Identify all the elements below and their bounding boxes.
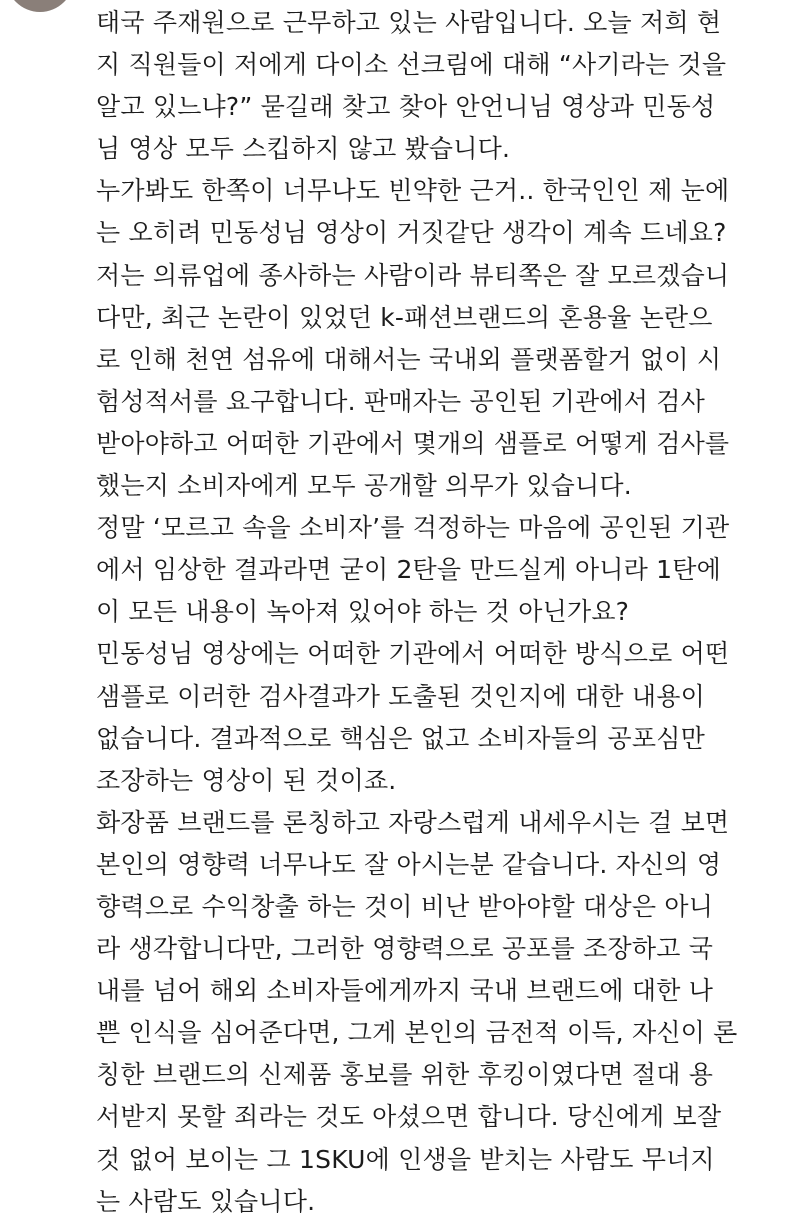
comment-line: 서받지 못할 죄라는 것도 아셨으면 합니다. 당신에게 보잘 [96,1102,722,1132]
comment-line: 것 없어 보이는 그 1SKU에 인생을 받치는 사람도 무너지 [96,1144,715,1174]
comment-line: 민동성님 영상에는 어떠한 기관에서 어떠한 방식으로 어떤 [96,639,730,669]
comment-line: 본인의 영향력 너무나도 잘 아시는분 같습니다. 자신의 영 [96,849,722,879]
comment-line: 님 영상 모두 스킵하지 않고 봤습니다. [96,134,511,164]
comment-line: 는 오히려 민동성님 영상이 거짓같단 생각이 계속 드네요? [96,218,727,248]
comment-line: 지 직원들이 저에게 다이소 선크림에 대해 “사기라는 것을 [96,50,727,80]
comment-line: 로 인해 천연 섬유에 대해서는 국내외 플랫폼할거 없이 시 [96,344,722,374]
comment-line: 에서 임상한 결과라면 굳이 2탄을 만드실게 아니라 1탄에 [96,555,721,585]
comment-line: 받아야하고 어떠한 기관에서 몇개의 샘플로 어떻게 검사를 [96,428,730,458]
comment-line: 없습니다. 결과적으로 핵심은 없고 소비자들의 공포심만 [96,723,705,753]
comment-line: 샘플로 이러한 검사결과가 도출된 것인지에 대한 내용이 [96,681,705,711]
comment-line: 저는 의류업에 종사하는 사람이라 뷰티쪽은 잘 모르겠습니 [96,260,730,290]
comment-line: 알고 있느냐?” 묻길래 찾고 찾아 안언니님 영상과 민동성 [96,92,716,122]
comment-line: 라 생각합니다만, 그러한 영향력으로 공포를 조장하고 국 [96,934,714,964]
comment-line: 이 모든 내용이 녹아져 있어야 하는 것 아닌가요? [96,597,630,627]
comment-line: 태국 주재원으로 근무하고 있는 사람입니다. 오늘 저희 현 [96,8,722,37]
comment-line: 했는지 소비자에게 모두 공개할 의무가 있습니다. [96,471,632,501]
comment-line: 다만, 최근 논란이 있었던 k-패션브랜드의 혼용율 논란으 [96,302,713,332]
comment-line: 누가봐도 한쪽이 너무나도 빈약한 근거.. 한국인인 제 눈에 [96,176,730,206]
comment-line: 는 사람도 있습니다. [96,1186,316,1216]
avatar[interactable] [6,0,74,12]
comment-line: 정말 ‘모르고 속을 소비자’를 걱정하는 마음에 공인된 기관 [96,513,730,543]
comment-line: 칭한 브랜드의 신제품 홍보를 위한 후킹이였다면 절대 용 [96,1060,714,1090]
comment-body [96,2,786,1223]
comment-line: 조장하는 영상이 된 것이죠. [96,765,397,795]
comment-line: 화장품 브랜드를 론칭하고 자랑스럽게 내세우시는 걸 보면 [96,807,730,837]
comment-line: 험성적서를 요구합니다. 판매자는 공인된 기관에서 검사 [96,386,705,416]
comment-line: 내를 넘어 해외 소비자들에게까지 국내 브랜드에 대한 나 [96,976,714,1006]
comment-line: 쁜 인식을 심어준다면, 그게 본인의 금전적 이득, 자신이 론 [96,1018,738,1048]
comment-line: 향력으로 수익창출 하는 것이 비난 받아야할 대상은 아니 [96,891,714,921]
